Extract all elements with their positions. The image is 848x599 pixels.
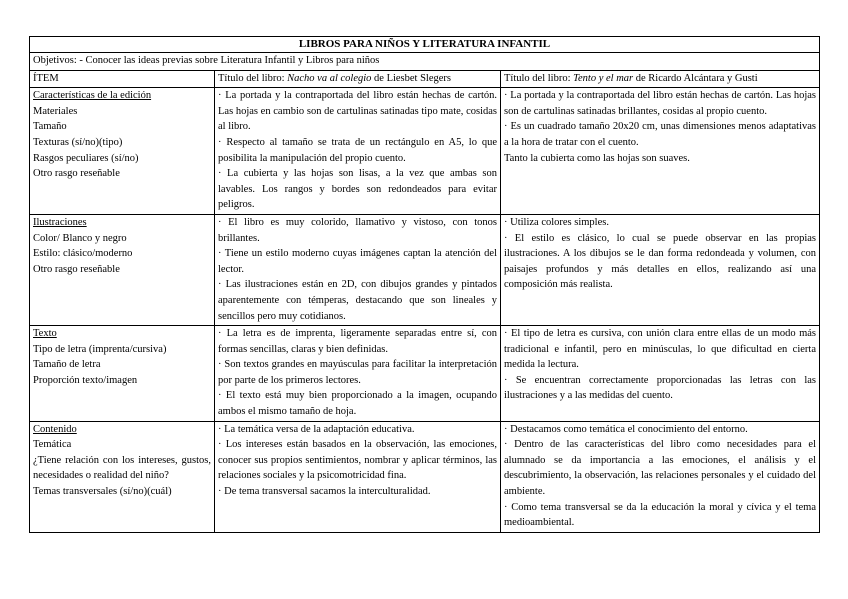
item-line: Tamaño de letra xyxy=(33,359,101,371)
item-line: Estilo: clásico/moderno xyxy=(33,248,133,260)
book2-paragraph: · La portada y la contraportada del libro están hechas de cartón. Las hojas son de cartulinas satinadas brillantes, cosidas al propio cuento. xyxy=(504,90,816,117)
book1-cell xyxy=(215,214,501,325)
table-title: LIBROS PARA NIÑOS Y LITERATURA INFANTIL xyxy=(30,37,820,53)
header-item: ÍTEM xyxy=(30,70,215,88)
book1-cell xyxy=(215,421,501,532)
header-book2 xyxy=(501,70,820,88)
item-line: Temática xyxy=(33,439,72,451)
row-heading: Características de la edición xyxy=(33,90,152,102)
item-line: Tipo de letra (imprenta/cursiva) xyxy=(33,343,167,355)
header-book2-suffix: de Ricardo Alcántara y Gusti xyxy=(633,72,758,84)
item-line: Texturas (sí/no)(tipo) xyxy=(33,136,123,148)
item-cell xyxy=(30,88,215,215)
comparison-table xyxy=(29,36,820,533)
book2-cell xyxy=(501,421,820,532)
item-line: Tamaño xyxy=(33,121,67,133)
item-line: Temas transversales (sí/no)(cuál) xyxy=(33,486,172,498)
header-book2-title: Tento y el mar xyxy=(573,72,634,84)
book2-paragraph: · Es un cuadrado tamaño 20x20 cm, unas dimensiones menos adaptativas a la hora de tratar con el cuento. xyxy=(504,121,816,148)
book1-paragraph: · Son textos grandes en mayúsculas para facilitar la interpretación por parte de los primeros lectores. xyxy=(218,359,497,386)
item-line: Proporción texto/imagen xyxy=(33,374,138,386)
header-book1-prefix: Título del libro: xyxy=(218,72,288,84)
book2-paragraph: · El estilo es clásico, lo cual se puede observar en las propias ilustraciones. A los dibujos se le dan forma redondeada y volumen, con paisajes profundos y más detalles en ellos, realizando así una composición más realista. xyxy=(504,232,816,291)
item-cell xyxy=(30,421,215,532)
book2-paragraph: · Utiliza colores simples. xyxy=(504,216,609,228)
book1-paragraph: · Respecto al tamaño se trata de un rectángulo en A5, lo que posibilita la manipulación del propio cuento. xyxy=(218,136,497,164)
book1-cell xyxy=(215,88,501,215)
book1-paragraph: · El libro es muy colorido, llamativo y vistoso, con tonos brillantes. xyxy=(218,216,497,244)
book2-paragraph: · Se encuentran correctamente proporcionadas las letras con las ilustraciones y a las medidas del cuento. xyxy=(504,374,816,402)
book2-paragraph: · Como tema transversal se da la educación la moral y cívica y el tema medioambiental. xyxy=(504,501,816,529)
item-line: Materiales xyxy=(33,105,78,117)
book1-paragraph: · La temática versa de la adaptación educativa. xyxy=(218,423,415,435)
book1-paragraph: · Las ilustraciones están en 2D, con dibujos grandes y pintados aparentemente con témperas, destacando que son lineales y sencillos pero muy cotidianos. xyxy=(218,279,497,322)
book2-paragraph: · Dentro de las características del libro como necesidades para el alumnado se da importancia a las emociones, el análisis y el descubrimiento, la observación, las relaciones personales y el cuidado del ambiente. xyxy=(504,439,816,498)
row-contenido xyxy=(30,421,820,532)
book1-paragraph: · La cubierta y las hojas son lisas, a la vez que ambas son lavables. Los rangos y bordes son redondeados para evitar peligros. xyxy=(218,168,497,211)
header-book1 xyxy=(215,70,501,88)
book1-cell xyxy=(215,326,501,422)
book2-paragraph: Tanto la cubierta como las hojas son suaves. xyxy=(504,152,690,164)
header-book1-title: Nacho va al colegio xyxy=(287,72,372,84)
row-ilustraciones xyxy=(30,214,820,325)
item-line: Color/ Blanco y negro xyxy=(33,232,127,244)
book2-cell xyxy=(501,326,820,422)
book2-cell xyxy=(501,88,820,215)
book1-paragraph: · El texto está muy bien proporcionado a la imagen, ocupando ambos el mismo tamaño de hoja. xyxy=(218,390,497,418)
objectives-text: Objetivos: - Conocer las ideas previas sobre Literatura Infantil y Libros para niños xyxy=(30,53,820,71)
book1-paragraph: · Los intereses están basados en la observación, las emociones, conocer sus propios sentimientos, nombrar y aplicar términos, las relaciones sociales y la psicomotricidad fina. xyxy=(218,439,497,482)
item-cell xyxy=(30,326,215,422)
book1-paragraph: · La portada y la contraportada del libro están hechas de cartón. Las hojas en cambio son de cartulinas satinadas tipo mate, cosidas al libro. xyxy=(218,90,497,133)
header-book2-prefix: Título del libro: xyxy=(504,72,574,84)
book2-paragraph: · Destacamos como temática el conocimiento del entorno. xyxy=(504,423,748,435)
item-line: Otro rasgo reseñable xyxy=(33,168,120,180)
book1-paragraph: · De tema transversal sacamos la interculturalidad. xyxy=(218,486,431,498)
header-book1-suffix: de Liesbet Slegers xyxy=(371,72,452,84)
header-row xyxy=(30,70,820,88)
row-texto xyxy=(30,326,820,422)
book2-paragraph: · El tipo de letra es cursiva, con unión clara entre ellas de un modo más tradicional e infantil, pero en minúsculas, lo que dificultad en cierta medida la lectura. xyxy=(504,328,816,371)
item-line: Rasgos peculiares (sí/no) xyxy=(33,152,139,164)
book1-paragraph: · La letra es de imprenta, ligeramente separadas entre sí, con formas sencillas, claras y bien definidas. xyxy=(218,328,497,355)
item-line: ¿Tiene relación con los intereses, gustos, necesidades o realidad del niño? xyxy=(33,454,211,482)
title-row xyxy=(30,37,820,53)
item-line: Otro rasgo reseñable xyxy=(33,263,120,275)
objectives-row xyxy=(30,53,820,71)
item-cell xyxy=(30,214,215,325)
row-edicion xyxy=(30,88,820,215)
book1-paragraph: · Tiene un estilo moderno cuyas imágenes captan la atención del lector. xyxy=(218,248,497,275)
row-heading: Contenido xyxy=(33,423,77,435)
book2-cell xyxy=(501,214,820,325)
row-heading: Texto xyxy=(33,328,57,340)
row-heading: Ilustraciones xyxy=(33,216,87,228)
